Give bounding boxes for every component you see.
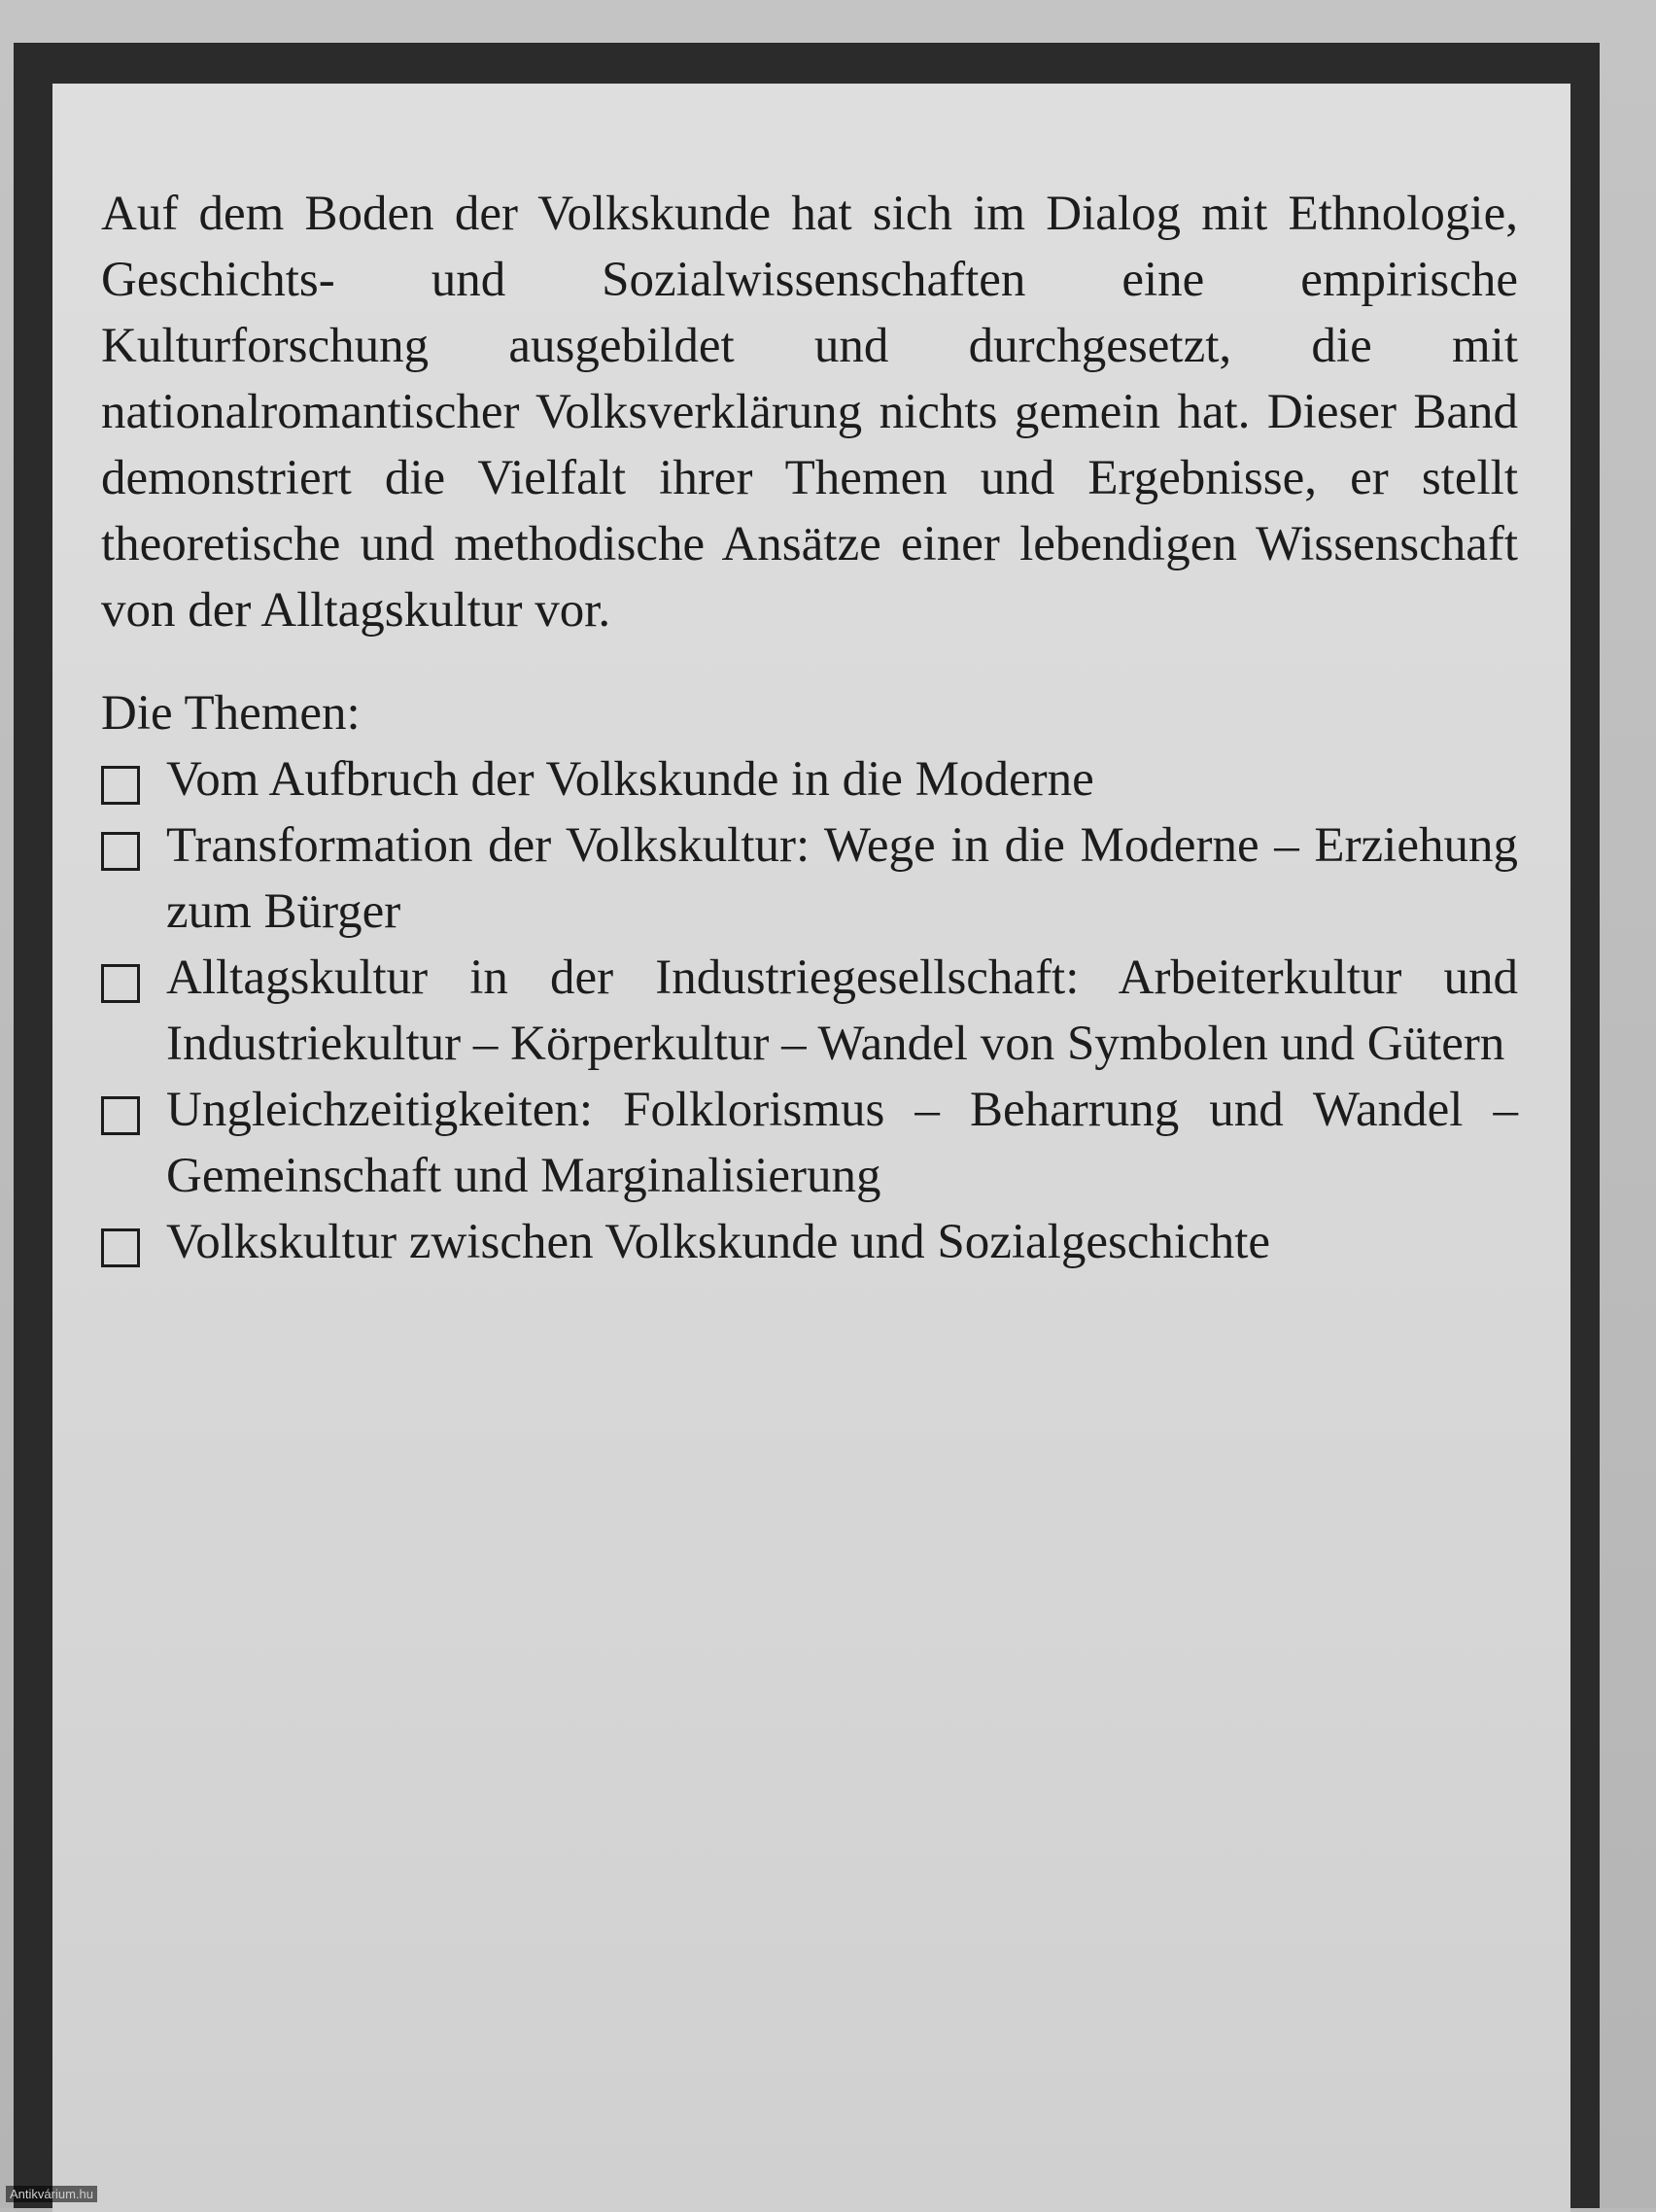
theme-label: Vom Aufbruch der Volkskunde in die Moderne [166, 752, 1094, 807]
theme-item [101, 746, 1518, 812]
theme-label: Ungleichzeitigkeiten: Folklorismus – Beharrung und Wandel – Gemeinschaft und Marginalisierung [166, 1083, 1518, 1203]
theme-label: Volkskultur zwischen Volkskunde und Sozialgeschichte [166, 1215, 1271, 1269]
theme-item [101, 1077, 1518, 1209]
book-back-cover [14, 43, 1600, 2208]
checkbox-icon [101, 832, 140, 871]
blurb-paragraph: Auf dem Boden der Volkskunde hat sich im Dialog mit Ethnologie, Geschichts- und Sozialwissenschaften eine empirische Kulturforschung ausgebildet und durchgesetzt, die mit nationalromantischer Volksverklärung nichts gemein hat. Dieser Band demonstriert die Vielfalt ihrer Themen und Ergebnisse, er stellt theoretische und methodische Ansätze einer lebendigen Wissenschaft von der Alltagskultur vor. [101, 187, 1518, 638]
theme-list [101, 746, 1518, 1275]
checkbox-icon [101, 1228, 140, 1267]
checkbox-icon [101, 1096, 140, 1135]
theme-label: Alltagskultur in der Industriegesellschaft: Arbeiterkultur und Industriekultur – Körperkultur – Wandel von Symbolen und Gütern [166, 950, 1518, 1071]
theme-item [101, 812, 1518, 945]
theme-label: Transformation der Volkskultur: Wege in die Moderne – Erziehung zum Bürger [166, 818, 1518, 939]
cover-panel [52, 84, 1570, 2212]
checkbox-icon [101, 766, 140, 805]
themes-heading: Die Themen: [101, 686, 361, 741]
cover-text [101, 181, 1518, 1275]
checkbox-icon [101, 964, 140, 1003]
theme-item [101, 945, 1518, 1077]
watermark-label: Antikvárium.hu [6, 2186, 97, 2202]
theme-item [101, 1209, 1518, 1275]
